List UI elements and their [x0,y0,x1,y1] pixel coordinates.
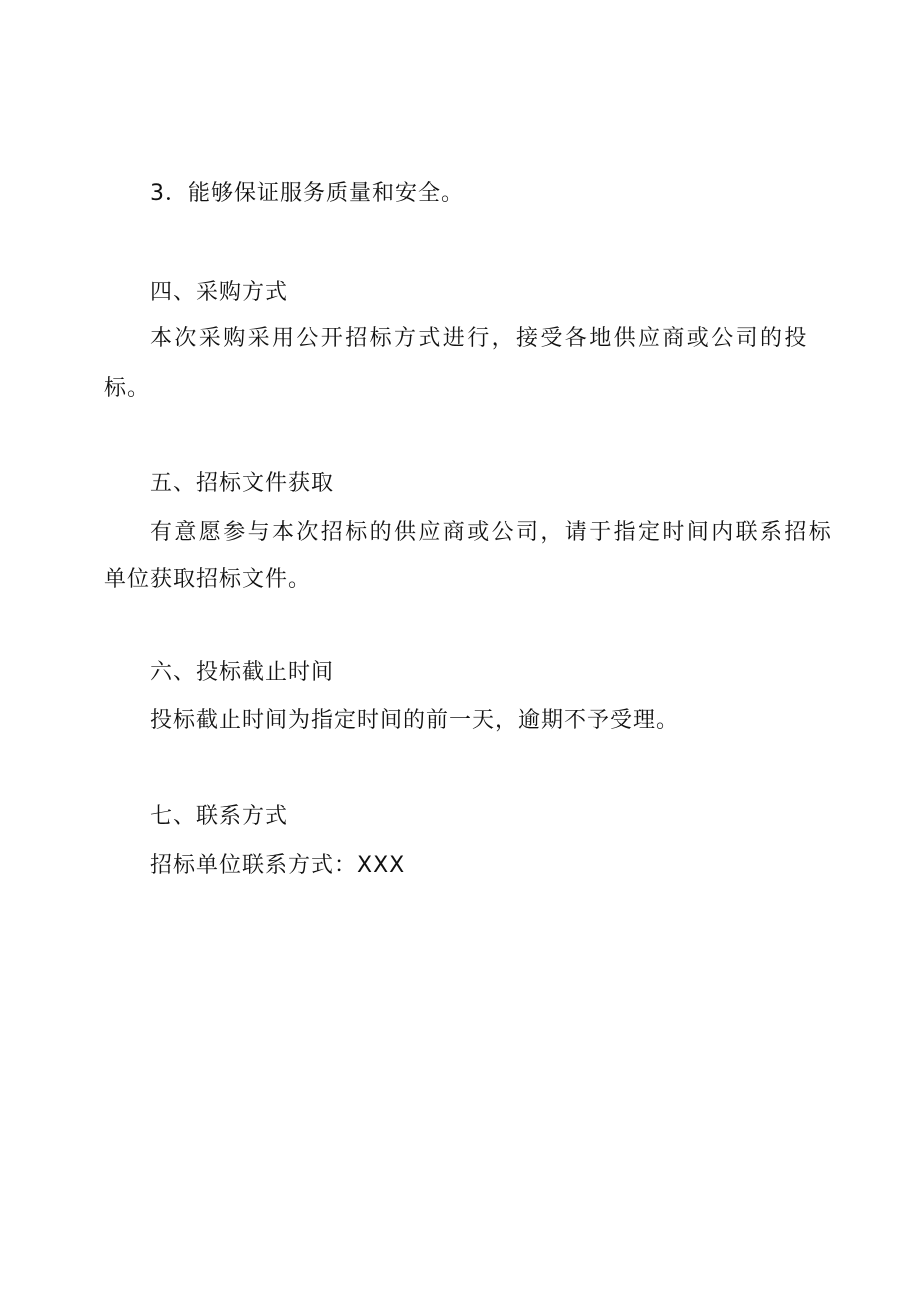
section-heading-procurement-method: 四、采购方式 [150,280,289,305]
section-body-contact: 招标单位联系方式：XXX [150,853,406,878]
section-body-procurement-method-line2: 标。 [104,376,151,401]
section-body-tender-documents-line1: 有意愿参与本次招标的供应商或公司，请于指定时间内联系招标 [150,520,834,545]
section-body-bid-deadline: 投标截止时间为指定时间的前一天，逾期不予受理。 [150,708,680,733]
section-body-procurement-method-line1: 本次采购采用公开招标方式进行，接受各地供应商或公司的投 [150,326,809,351]
list-item-3: 3．能够保证服务质量和安全。 [150,181,464,206]
section-heading-contact: 七、联系方式 [150,804,289,829]
section-body-tender-documents-line2: 单位获取招标文件。 [104,567,312,592]
section-heading-bid-deadline: 六、投标截止时间 [150,660,335,685]
section-heading-tender-documents: 五、招标文件获取 [150,471,335,496]
